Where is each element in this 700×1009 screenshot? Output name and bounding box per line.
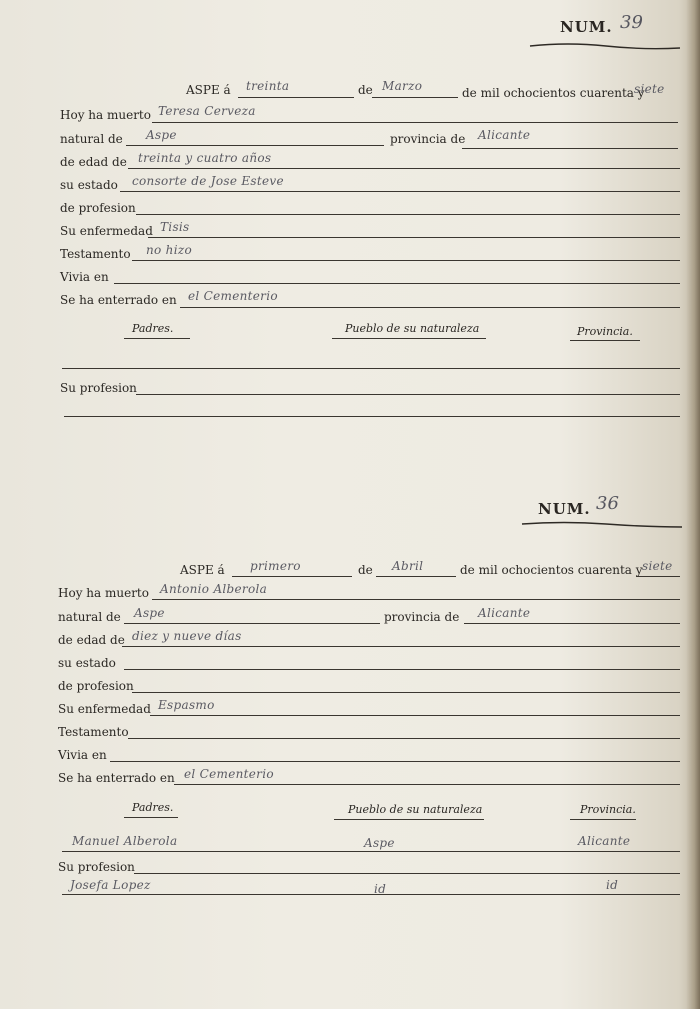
natural-label: natural de: [60, 132, 123, 146]
month-value: Abril: [392, 559, 424, 573]
testamento-label: Testamento: [60, 247, 131, 261]
padres-header: Padres.: [132, 801, 174, 814]
testamento-line: [128, 738, 680, 739]
pueblo-underline: [334, 819, 484, 820]
month-value: Marzo: [382, 79, 423, 93]
vivia-line: [114, 283, 680, 284]
estado-label: su estado: [60, 178, 118, 192]
enterrado-line: [180, 307, 680, 308]
vivia-line: [110, 761, 680, 762]
padre-provincia: Alicante: [578, 834, 631, 848]
de-label: de: [358, 563, 373, 577]
testamento-line: [132, 260, 680, 261]
profesion-line: [136, 214, 680, 215]
provincia-value: Alicante: [478, 606, 531, 620]
padres-underline: [124, 817, 178, 818]
estado-label: su estado: [58, 656, 116, 670]
edad-label: de edad de: [60, 155, 127, 169]
record-number-label: NUM.: [560, 18, 613, 36]
estado-value: consorte de Jose Esteve: [132, 174, 284, 188]
day-value: primero: [250, 559, 301, 573]
natural-line: [126, 145, 384, 146]
testamento-label: Testamento: [58, 725, 129, 739]
edad-line: [122, 646, 680, 647]
enterrado-value: el Cementerio: [184, 767, 274, 781]
provincia-underline: [570, 340, 640, 341]
padre-line: [62, 368, 680, 369]
muerto-label: Hoy ha muerto: [60, 108, 151, 122]
padres-header: Padres.: [132, 322, 174, 335]
profesion-label: de profesion: [58, 679, 134, 693]
profesion-label: de profesion: [60, 201, 136, 215]
natural-label: natural de: [58, 610, 121, 624]
flourish-line: [520, 518, 685, 532]
provincia-line: [464, 623, 680, 624]
provincia-header: Provincia.: [577, 325, 633, 338]
su-profesion-label: Su profesion: [60, 381, 137, 395]
day-line: [238, 97, 354, 98]
record-number-handwritten: 39: [620, 12, 643, 33]
madre-provincia: id: [606, 878, 619, 892]
provincia-value: Alicante: [478, 128, 531, 142]
testamento-value: no hizo: [146, 243, 192, 257]
year-line: [636, 576, 680, 577]
profesion-line: [132, 692, 680, 693]
madre-line: [62, 894, 680, 895]
muerto-line: [152, 122, 678, 123]
edad-value: treinta y cuatro años: [138, 151, 272, 165]
pueblo-header: Pueblo de su naturaleza: [345, 322, 480, 335]
enfermedad-value: Espasmo: [158, 698, 215, 712]
estado-line: [120, 191, 680, 192]
enterrado-value: el Cementerio: [188, 289, 278, 303]
padre-pueblo: Aspe: [364, 836, 395, 850]
su-profesion-line: [136, 394, 680, 395]
natural-value: Aspe: [134, 606, 165, 620]
natural-line: [124, 623, 380, 624]
day-value: treinta: [246, 79, 290, 93]
su-profesion-label: Su profesion: [58, 860, 135, 874]
madre-line: [64, 416, 680, 417]
enterrado-line: [174, 784, 680, 785]
natural-value: Aspe: [146, 128, 177, 142]
record-number-label: NUM.: [538, 500, 591, 518]
record-number-handwritten: 36: [596, 493, 619, 514]
edad-line: [128, 168, 680, 169]
place-label: ASPE á: [186, 83, 231, 97]
year-text: de mil ochocientos cuarenta y: [460, 563, 643, 577]
muerto-line: [152, 599, 680, 600]
padre-line: [62, 851, 680, 852]
padre-name: Manuel Alberola: [72, 834, 178, 848]
su-profesion-line: [134, 873, 680, 874]
enfermedad-line: [150, 715, 680, 716]
month-line: [376, 576, 456, 577]
padres-underline: [124, 338, 190, 339]
enfermedad-label: Su enfermedad: [60, 224, 153, 238]
vivia-label: Vivia en: [58, 748, 107, 762]
vivia-label: Vivia en: [60, 270, 109, 284]
madre-pueblo: id: [374, 882, 387, 896]
year-text: de mil ochocientos cuarenta y: [462, 86, 645, 100]
day-line: [232, 576, 352, 577]
binding-shadow: [686, 0, 700, 1009]
edad-value: diez y nueve días: [132, 629, 242, 643]
enfermedad-value: Tisis: [160, 220, 190, 234]
year-value: siete: [642, 559, 673, 573]
place-label: ASPE á: [180, 563, 225, 577]
enfermedad-label: Su enfermedad: [58, 702, 151, 716]
provincia-line: [462, 148, 678, 149]
provincia-label: provincia de: [390, 132, 466, 146]
year-value: siete: [634, 82, 665, 96]
month-line: [372, 97, 458, 98]
enfermedad-line: [148, 237, 680, 238]
provincia-header: Provincia.: [580, 803, 636, 816]
de-label: de: [358, 83, 373, 97]
muerto-value: Antonio Alberola: [160, 582, 268, 596]
madre-name: Josefa Lopez: [70, 878, 151, 892]
muerto-label: Hoy ha muerto: [58, 586, 149, 600]
edad-label: de edad de: [58, 633, 125, 647]
flourish-line: [528, 38, 683, 52]
pueblo-header: Pueblo de su naturaleza: [348, 803, 483, 816]
enterrado-label: Se ha enterrado en: [58, 771, 175, 785]
provincia-underline: [570, 819, 636, 820]
muerto-value: Teresa Cerveza: [158, 104, 256, 118]
provincia-label: provincia de: [384, 610, 460, 624]
estado-line: [124, 669, 680, 670]
pueblo-underline: [332, 338, 486, 339]
enterrado-label: Se ha enterrado en: [60, 293, 177, 307]
